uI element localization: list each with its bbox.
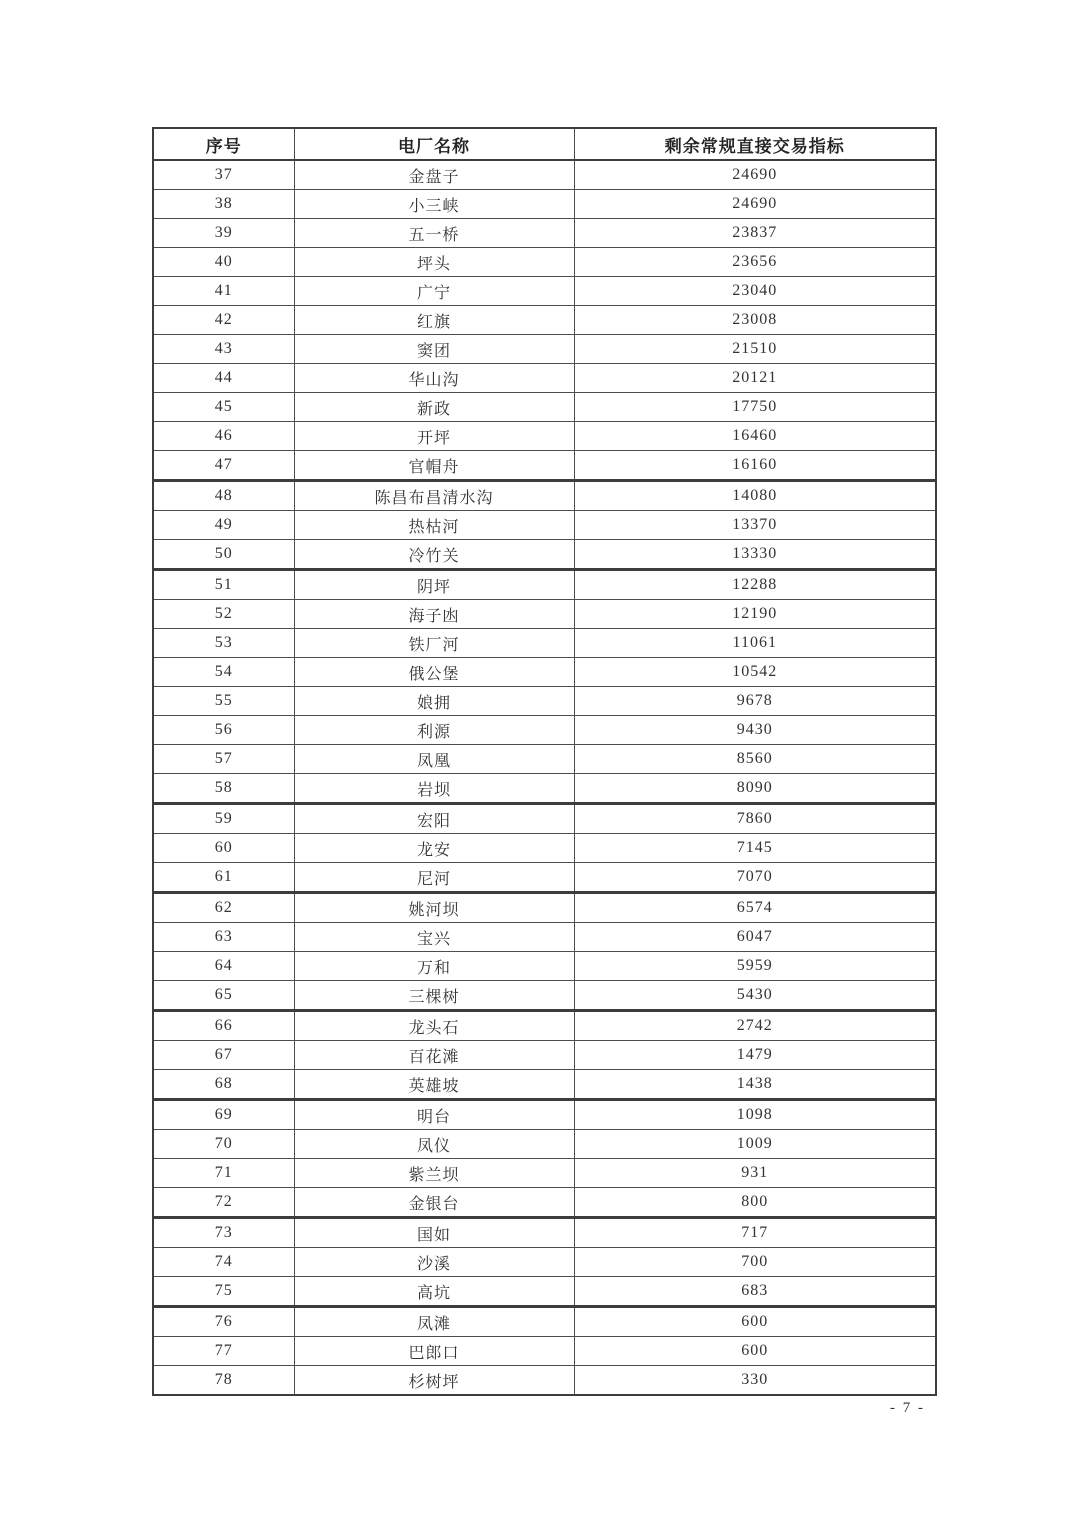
plant-name-cell: 杉树坪	[294, 1366, 574, 1396]
table-row	[153, 481, 936, 511]
plant-name-cell: 新政	[294, 393, 574, 422]
plant-name-cell: 姚河坝	[294, 893, 574, 923]
serial-number-cell: 76	[153, 1307, 294, 1337]
quota-table	[152, 127, 937, 1396]
quota-value-cell: 5959	[574, 952, 936, 981]
quota-value-cell: 17750	[574, 393, 936, 422]
quota-value-cell: 20121	[574, 364, 936, 393]
plant-name-cell: 窦团	[294, 335, 574, 364]
quota-value-cell: 10542	[574, 658, 936, 687]
serial-number-cell: 75	[153, 1277, 294, 1307]
serial-number-cell: 37	[153, 160, 294, 190]
quota-value-cell: 9430	[574, 716, 936, 745]
quota-value-cell: 12190	[574, 600, 936, 629]
table-row	[153, 981, 936, 1011]
quota-value-cell: 14080	[574, 481, 936, 511]
serial-number-cell: 50	[153, 540, 294, 570]
quota-value-cell: 23656	[574, 248, 936, 277]
table-row	[153, 952, 936, 981]
plant-name-cell: 凤仪	[294, 1130, 574, 1159]
serial-number-cell: 57	[153, 745, 294, 774]
plant-name-cell: 海子凼	[294, 600, 574, 629]
quota-value-cell: 5430	[574, 981, 936, 1011]
quota-value-cell: 800	[574, 1188, 936, 1218]
plant-name-cell: 宏阳	[294, 804, 574, 834]
plant-name-cell: 岩坝	[294, 774, 574, 804]
serial-number-cell: 68	[153, 1070, 294, 1100]
plant-name-cell: 娘拥	[294, 687, 574, 716]
quota-value-cell: 1098	[574, 1100, 936, 1130]
serial-number-cell: 45	[153, 393, 294, 422]
plant-name-cell: 沙溪	[294, 1248, 574, 1277]
plant-name-cell: 明台	[294, 1100, 574, 1130]
serial-number-cell: 73	[153, 1218, 294, 1248]
serial-number-cell: 56	[153, 716, 294, 745]
table-body	[153, 160, 936, 1395]
serial-number-cell: 74	[153, 1248, 294, 1277]
serial-number-cell: 64	[153, 952, 294, 981]
serial-number-cell: 41	[153, 277, 294, 306]
serial-number-cell: 72	[153, 1188, 294, 1218]
quota-value-cell: 13330	[574, 540, 936, 570]
page-number: - 7 -	[890, 1400, 925, 1416]
table-row	[153, 1041, 936, 1070]
header-remaining-quota: 剩余常规直接交易指标	[574, 128, 936, 160]
quota-value-cell: 16460	[574, 422, 936, 451]
plant-name-cell: 万和	[294, 952, 574, 981]
serial-number-cell: 59	[153, 804, 294, 834]
header-row	[153, 128, 936, 160]
plant-name-cell: 红旗	[294, 306, 574, 335]
table-row	[153, 1159, 936, 1188]
serial-number-cell: 46	[153, 422, 294, 451]
quota-value-cell: 8560	[574, 745, 936, 774]
serial-number-cell: 49	[153, 511, 294, 540]
table-row	[153, 1366, 936, 1396]
table-row	[153, 306, 936, 335]
table-row	[153, 1337, 936, 1366]
serial-number-cell: 55	[153, 687, 294, 716]
serial-number-cell: 78	[153, 1366, 294, 1396]
plant-name-cell: 陈昌布昌清水沟	[294, 481, 574, 511]
plant-name-cell: 坪头	[294, 248, 574, 277]
table-row	[153, 716, 936, 745]
quota-value-cell: 16160	[574, 451, 936, 481]
quota-value-cell: 24690	[574, 160, 936, 190]
serial-number-cell: 44	[153, 364, 294, 393]
serial-number-cell: 63	[153, 923, 294, 952]
quota-value-cell: 7860	[574, 804, 936, 834]
quota-value-cell: 9678	[574, 687, 936, 716]
plant-name-cell: 金银台	[294, 1188, 574, 1218]
quota-value-cell: 12288	[574, 570, 936, 600]
serial-number-cell: 66	[153, 1011, 294, 1041]
plant-name-cell: 开坪	[294, 422, 574, 451]
table-row	[153, 335, 936, 364]
table-row	[153, 451, 936, 481]
serial-number-cell: 42	[153, 306, 294, 335]
serial-number-cell: 39	[153, 219, 294, 248]
serial-number-cell: 58	[153, 774, 294, 804]
quota-value-cell: 600	[574, 1337, 936, 1366]
quota-value-cell: 24690	[574, 190, 936, 219]
table-row	[153, 804, 936, 834]
table-row	[153, 834, 936, 863]
table-row	[153, 160, 936, 190]
header-plant-name: 电厂名称	[294, 128, 574, 160]
serial-number-cell: 77	[153, 1337, 294, 1366]
table-row	[153, 1277, 936, 1307]
quota-value-cell: 330	[574, 1366, 936, 1396]
plant-name-cell: 广宁	[294, 277, 574, 306]
serial-number-cell: 69	[153, 1100, 294, 1130]
quota-value-cell: 7145	[574, 834, 936, 863]
quota-value-cell: 1438	[574, 1070, 936, 1100]
plant-name-cell: 阴坪	[294, 570, 574, 600]
table-row	[153, 511, 936, 540]
serial-number-cell: 65	[153, 981, 294, 1011]
table-row	[153, 190, 936, 219]
quota-value-cell: 683	[574, 1277, 936, 1307]
plant-name-cell: 俄公堡	[294, 658, 574, 687]
plant-name-cell: 尼河	[294, 863, 574, 893]
quota-value-cell: 23040	[574, 277, 936, 306]
table-row	[153, 1248, 936, 1277]
table-row	[153, 863, 936, 893]
plant-name-cell: 官帽舟	[294, 451, 574, 481]
quota-value-cell: 21510	[574, 335, 936, 364]
quota-value-cell: 600	[574, 1307, 936, 1337]
plant-name-cell: 冷竹关	[294, 540, 574, 570]
header-serial-number: 序号	[153, 128, 294, 160]
quota-value-cell: 23837	[574, 219, 936, 248]
quota-value-cell: 717	[574, 1218, 936, 1248]
quota-value-cell: 6574	[574, 893, 936, 923]
plant-name-cell: 五一桥	[294, 219, 574, 248]
plant-name-cell: 国如	[294, 1218, 574, 1248]
table-header	[153, 128, 936, 160]
serial-number-cell: 47	[153, 451, 294, 481]
plant-name-cell: 凤滩	[294, 1307, 574, 1337]
table-row	[153, 540, 936, 570]
table-row	[153, 1011, 936, 1041]
quota-value-cell: 6047	[574, 923, 936, 952]
plant-name-cell: 华山沟	[294, 364, 574, 393]
plant-name-cell: 龙安	[294, 834, 574, 863]
table-row	[153, 893, 936, 923]
serial-number-cell: 70	[153, 1130, 294, 1159]
serial-number-cell: 62	[153, 893, 294, 923]
quota-value-cell: 700	[574, 1248, 936, 1277]
table-row	[153, 422, 936, 451]
quota-value-cell: 23008	[574, 306, 936, 335]
table-row	[153, 774, 936, 804]
serial-number-cell: 48	[153, 481, 294, 511]
table-row	[153, 658, 936, 687]
quota-value-cell: 1479	[574, 1041, 936, 1070]
quota-value-cell: 7070	[574, 863, 936, 893]
plant-name-cell: 百花滩	[294, 1041, 574, 1070]
plant-name-cell: 凤凰	[294, 745, 574, 774]
table-row	[153, 1130, 936, 1159]
serial-number-cell: 43	[153, 335, 294, 364]
serial-number-cell: 40	[153, 248, 294, 277]
plant-name-cell: 巴郎口	[294, 1337, 574, 1366]
serial-number-cell: 38	[153, 190, 294, 219]
plant-name-cell: 宝兴	[294, 923, 574, 952]
quota-value-cell: 931	[574, 1159, 936, 1188]
plant-name-cell: 小三峡	[294, 190, 574, 219]
table-row	[153, 600, 936, 629]
table-row	[153, 248, 936, 277]
plant-name-cell: 热枯河	[294, 511, 574, 540]
table-row	[153, 219, 936, 248]
table-row	[153, 923, 936, 952]
table-row	[153, 277, 936, 306]
quota-value-cell: 13370	[574, 511, 936, 540]
serial-number-cell: 60	[153, 834, 294, 863]
plant-name-cell: 铁厂河	[294, 629, 574, 658]
serial-number-cell: 67	[153, 1041, 294, 1070]
table-row	[153, 1218, 936, 1248]
plant-name-cell: 金盘子	[294, 160, 574, 190]
serial-number-cell: 52	[153, 600, 294, 629]
table-row	[153, 687, 936, 716]
serial-number-cell: 53	[153, 629, 294, 658]
serial-number-cell: 71	[153, 1159, 294, 1188]
table-row	[153, 570, 936, 600]
quota-value-cell: 1009	[574, 1130, 936, 1159]
serial-number-cell: 54	[153, 658, 294, 687]
table-row	[153, 364, 936, 393]
quota-value-cell: 8090	[574, 774, 936, 804]
table-row	[153, 393, 936, 422]
quota-value-cell: 11061	[574, 629, 936, 658]
table-row	[153, 1307, 936, 1337]
plant-name-cell: 高坑	[294, 1277, 574, 1307]
table-row	[153, 629, 936, 658]
plant-name-cell: 三棵树	[294, 981, 574, 1011]
table-row	[153, 1100, 936, 1130]
quota-value-cell: 2742	[574, 1011, 936, 1041]
serial-number-cell: 61	[153, 863, 294, 893]
plant-name-cell: 紫兰坝	[294, 1159, 574, 1188]
table-row	[153, 1070, 936, 1100]
table-row	[153, 1188, 936, 1218]
table-row	[153, 745, 936, 774]
serial-number-cell: 51	[153, 570, 294, 600]
plant-name-cell: 英雄坡	[294, 1070, 574, 1100]
plant-name-cell: 利源	[294, 716, 574, 745]
plant-name-cell: 龙头石	[294, 1011, 574, 1041]
